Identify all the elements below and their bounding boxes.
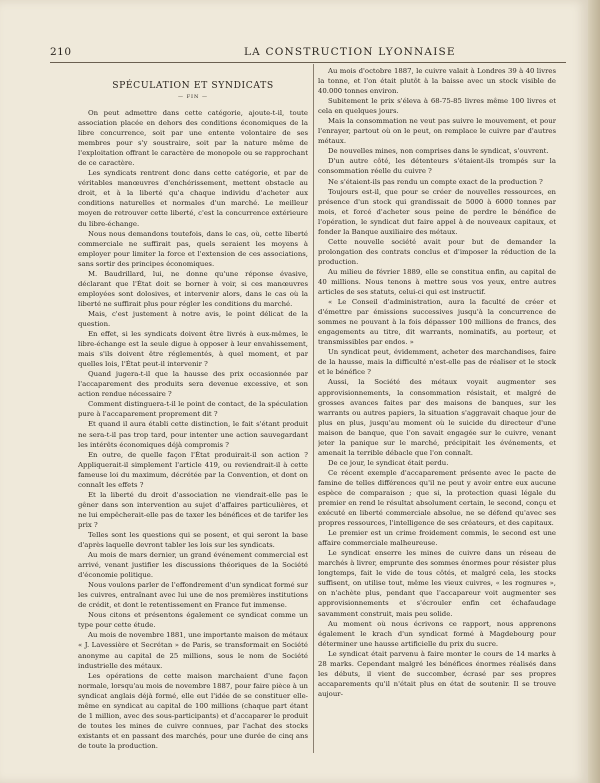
paragraph: Aussi, la Société des métaux voyait augmenter ses approvisionnements, la consommation résistait, et malgré de grosses avances faites par des maisons de banques, sur les warrants ou autres papiers, la situation s'aggravait chaque jour de plus en plus, jusqu'au moment où le suicide du directeur d'une maison de banque, que l'on savait engagée sur le cuivre, venant jeter la panique sur le marché, précipitait les événements, et amenait la terrible débacle que l'on connaît. <box>318 378 556 457</box>
right-column <box>318 66 556 761</box>
paragraph: Cette nouvelle société avait pour but de demander la prolongation des contrats conclus et d'imposer la réduction de la production. <box>318 237 556 266</box>
journal-title: LA CONSTRUCTION LYONNAISE <box>244 46 456 58</box>
paragraph: D'un autre côté, les détenteurs s'étaient-ils trompés sur la consommation réelle du cuivre ? <box>318 157 556 176</box>
paragraph: Au mois de mars dernier, un grand événement commercial est arrivé, venant justifier les discussions théoriques de la Société d'économie politique. <box>78 551 308 580</box>
paragraph: Mais, c'est justement à notre avis, le point délicat de la question. <box>78 309 308 328</box>
left-paragraphs <box>78 108 308 751</box>
paragraph: Comment distinguera-t-il le point de contact, de la spéculation pure à l'accaparement proprement dit ? <box>78 400 308 419</box>
paragraph: « Le Conseil d'administration, aura la faculté de créer et d'émettre par émissions successives jusqu'à la concurrence de sommes ne pouvant à la fois dépasser 100 millions de francs, des engagements au titre, dit warrants, nominatifs, au porteur, et transmissibles par endos. » <box>318 298 556 347</box>
article-subtitle: — FIN — <box>178 94 208 100</box>
paragraph: Nous voulons parler de l'effondrement d'un syndicat formé sur les cuivres, entraînant avec lui une de nos premières institutions de crédit, et dont le retentissement en France fut immense. <box>78 581 308 610</box>
paragraph: On peut admettre dans cette catégorie, ajoute-t-il, toute association placée en dehors des conditions économiques de la libre concurrence, soit par une entente volontaire de ses membres pour s'y soustraire, soit par la nature même de l'exploitation offrant le caractère de monopole ou se rapprochant de ce caractère. <box>78 109 308 168</box>
paragraph: Et la liberté du droit d'association ne viendrait-elle pas le gêner dans son intervention au sujet d'affaires particulières, et ne lui empêcherait-elle pas de taxer les bénéfices et de tarifer les prix ? <box>78 490 308 529</box>
paragraph: Au mois d'octobre 1887, le cuivre valait à Londres 39 à 40 livres la tonne, et l'on était plutôt à la baisse avec un stock visible de 40.000 tonnes environ. <box>318 67 556 96</box>
paragraph: Ne s'étaient-ils pas rendu un compte exact de la production ? <box>328 177 543 186</box>
paragraph: Nous nous demandons toutefois, dans le cas, où, cette liberté commerciale ne suffirait pas, quels seraient les moyens à employer pour limiter la force et l'extension de ces associations, sans sortir des principes économiques. <box>78 229 308 268</box>
paragraph: En outre, de quelle façon l'État produirait-il son action ? Appliquerait-il simplement l'article 419, ou reviendrait-il à cette fameuse loi du maximum, décrétée par la Convention, et dont on connaît les effets ? <box>78 450 308 489</box>
paragraph: M. Baudrillard, lui, ne donne qu'une réponse évasive, déclarant que l'État doit se borner à voir, si ces manœuvres employées sont dolosives, et intervenir alors, dans le cas où la liberté ne suffirait plus pour régler les conditions du marché. <box>78 269 308 308</box>
paragraph: Au moment où nous écrivons ce rapport, nous apprenons également le krach d'un syndicat formé à Magdebourg pour déterminer une hausse artificielle du prix du sucre. <box>318 619 556 648</box>
paragraph: Le syndicat était parvenu à faire monter le cours de 14 marks à 28 marks. Cependant malgré les bénéfices énormes réalisés dans les débuts, il vient de succomber, écrasé par ses propres accaparements qu'il n'était plus en état de soutenir. Il se trouve aujour- <box>318 649 556 698</box>
paragraph: Au mois de novembre 1881, une importante maison de métaux « J. Lavessière et Secrétan » de Paris, se transformait en Société anonyme au capital de 25 millions, sous le nom de Société industrielle des métaux. <box>78 631 308 670</box>
paragraph: Au milieu de février 1889, elle se constitua enfin, au capital de 40 millions. Nous tenons à mettre sous vos yeux, entre autres articles de ses statuts, celui-ci qui est instructif. <box>318 267 556 297</box>
paragraph: Mais la consommation ne veut pas suivre le mouvement, et pour l'enrayer, partout où on le peut, on remplace le cuivre par d'autres métaux. <box>318 117 556 146</box>
paragraph: De nouvelles mines, non comprises dans le syndicat, s'ouvrent. <box>328 147 549 156</box>
paragraph: En effet, si les syndicats doivent être livrés à eux-mêmes, le libre-échange est la seule digue à opposer à leur envahissement, mais s'ils doivent être réglementés, à quel moment, et par quelles lois, l'État peut-il intervenir ? <box>78 330 308 369</box>
paragraph: Un syndicat peut, évidemment, acheter des marchandises, faire de la hausse, mais la difficulté n'est-elle pas de réaliser et le stock et le bénéfice ? <box>318 348 556 377</box>
paragraph: Toujours est-il, que pour se créer de nouvelles ressources, en présence d'un stock qui grandissait de 5000 à 6000 tonnes par mois, et forcé d'acheter sous peine de perdre le bénéfice de l'opération, le syndicat dut faire appel à de nouveaux capitaux, et fonder la Banque auxiliaire des métaux. <box>318 187 556 236</box>
paragraph: Telles sont les questions qui se posent, et qui seront la base d'après laquelle devront tabler les lois sur les syndicats. <box>78 530 308 550</box>
running-head <box>50 46 566 60</box>
paragraph: De ce jour, le syndicat était perdu. <box>328 458 449 467</box>
header-rule <box>50 62 566 63</box>
right-paragraphs <box>318 66 556 699</box>
paragraph: Subitement le prix s'éleva à 68-75-85 livres même 100 livres et cela en quelques jours. <box>318 97 556 116</box>
paragraph: Ce récent exemple d'accaparement présente avec le pacte de famine de telles différences qu'il ne peut y avoir entre eux aucune espèce de comparaison ; que si, la protection quasi légale du premier en rend le résultat absolument certain, le second, conçu et exécuté en liberté commerciale absolue, ne se défend qu'avec ses propres ressources, l'intelligence de ses créateurs, et des capitaux. <box>318 468 556 528</box>
paragraph: Quand jugera-t-il que la hausse des prix occasionnée par l'accaparement des produits sera devenue excessive, et son action rendue nécessaire ? <box>78 370 308 399</box>
left-column <box>78 66 308 761</box>
article-title: SPÉCULATION ET SYNDICATS <box>112 80 274 91</box>
paragraph: Les opérations de cette maison marchaient d'une façon normale, lorsqu'au mois de novembre 1887, pour faire pièce à un syndicat anglais déjà formé, elle eut l'idée de se constituer elle-même en syndicat au capital de 100 millions (chaque part étant de 1 million, avec des sous-participants) et d'accaparer le produit de toutes les mines de cuivre connues, par l'achat des stocks existants et en passant des marchés, pour une durée de cinq ans de toute la production. <box>78 671 308 750</box>
page-number: 210 <box>50 46 72 58</box>
paragraph: Et quand il aura établi cette distinction, le fait s'étant produit ne sera-t-il pas trop tard, pour intenter une action sauvegardant les intérêts économiques déjà compromis ? <box>78 420 308 449</box>
paragraph: Le syndicat enserre les mines de cuivre dans un réseau de marchés à livrer, emprunte des sommes énormes pour résister plus longtemps, fait le vide de tous côtés, et malgré cela, les stocks suffisent, on utilise tout, même les vieux cuivres, « les rognures », on n'achète plus, pendant que l'accapareur voit augmenter ses approvisionnements et s'écrouler enfin cet échafaudage savamment construit, mais peu solide. <box>318 549 556 618</box>
binding-edge <box>588 0 600 783</box>
paragraph: Les syndicats rentrent donc dans cette catégorie, et par de véritables manœuvres d'enchérissement, mettent obstacle au droit, et à la liberté qu'a chaque individu d'acheter aux conditions naturelles et normales d'un marché. Le meilleur moyen de retrouver cette liberté, c'est la concurrence extérieure du libre-échange. <box>78 169 308 228</box>
column-divider <box>313 64 314 753</box>
paragraph: Nous citons et présentons également ce syndicat comme un type pour cette étude. <box>78 611 308 630</box>
paragraph: Le premier est un crime froidement commis, le second est une affaire commerciale malheureuse. <box>318 529 556 548</box>
